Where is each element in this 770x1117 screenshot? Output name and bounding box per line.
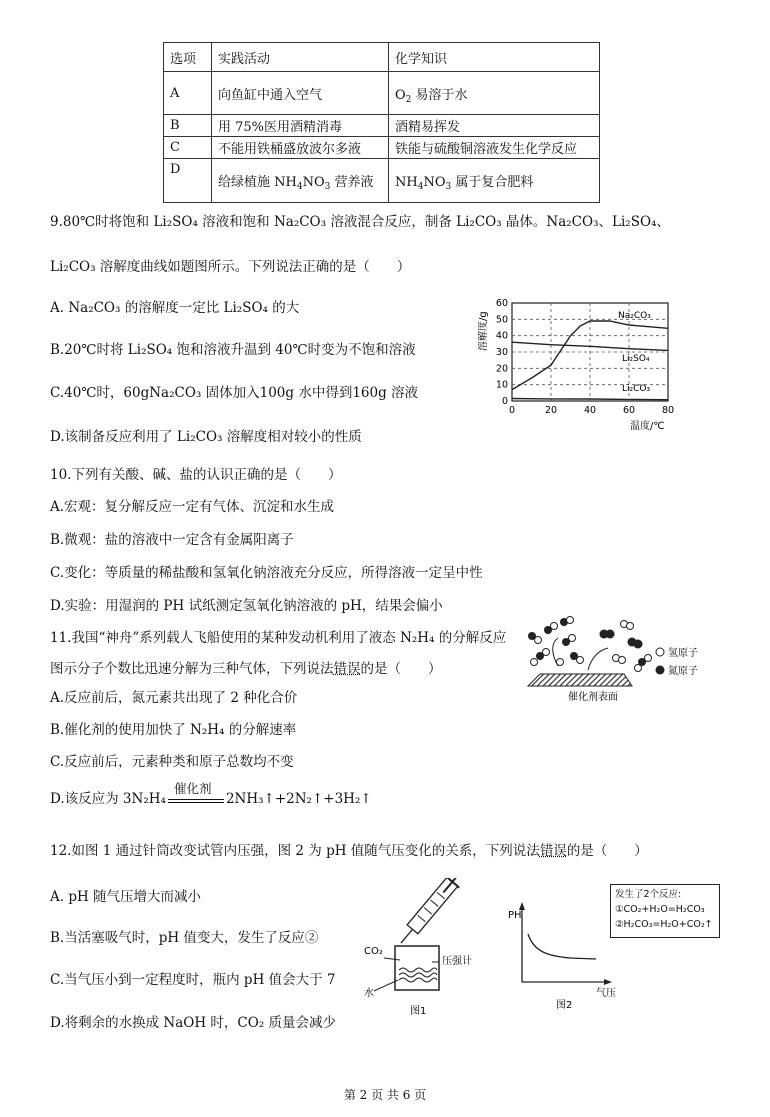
catalyst-condition: 催化剂 [173,781,212,796]
fig1-co2-label: CO₂ [364,946,383,957]
hydrogen-atom-icon [656,648,664,656]
fig1-gauge-label: 压强计 [442,956,472,967]
fig2-xlabel: 气压 [596,988,616,999]
chart-xtick: 60 [622,405,636,416]
options-table [163,42,600,203]
chart-ytick: 0 [501,396,508,407]
q9-option-c: C.40℃时，60gNa₂CO₃ 固体加入100g 水中得到160g 溶液 [50,385,419,401]
molecules-right [600,621,652,672]
chart-xtick: 80 [661,405,675,416]
table-row [164,159,600,203]
q11-stem-line1: 11.我国“神舟”系列载人飞船使用的某种发动机利用了液态 N₂H₄ 的分解反应 [50,630,507,646]
series-label-li2co3: Li₂CO₃ [622,384,651,394]
q11-option-d: D.该反应为 3N₂H₄ 催化剂 2NH₃↑+2N₂↑+3H₂↑ [50,781,372,807]
header-activity: 实践活动 [212,43,389,72]
row-knowledge: 酒精易挥发 [389,115,600,137]
curve-li2so4 [512,342,668,350]
q12-option-d: D.将剩余的水换成 NaOH 时，CO₂ 质量会减少 [50,1015,337,1031]
reaction-1: ①CO₂+H₂O=H₂CO₃ [615,904,705,915]
table-row [164,115,600,137]
q9-option-b: B.20℃时将 Li₂SO₄ 饱和溶液升温到 40℃时变为不饱和溶液 [50,342,416,358]
row-activity: 用 75%医用酒精消毒 [212,115,389,137]
page-footer: 第 2 页 共 6 页 [343,1088,427,1102]
solubility-chart [478,295,700,433]
q10-option-a: A.宏观：复分解反应一定有气体、沉淀和水生成 [50,499,335,515]
row-knowledge: $NH_4NO_3$ 属于复合肥料 [389,159,600,203]
q12-option-c: C.当气压小到一定程度时，瓶内 pH 值会大于 7 [50,972,336,988]
q9-option-d: D.该制备反应利用了 Li₂CO₃ 溶解度相对较小的性质 [50,429,362,445]
chart-ylabel: 溶解度/g [478,311,489,351]
chart-xtick: 0 [508,405,516,416]
chart-ytick: 10 [495,379,508,391]
chart-ytick: 20 [495,363,508,375]
legend-hydrogen: 氢原子 [668,648,698,659]
q12-stem: 12.如图 1 通过针筒改变试管内压强，图 2 为 pH 值随气压变化的关系，下列说法错误的是（ ） [50,843,648,859]
fig1-caption: 图1 [410,1006,427,1017]
chart-xtick: 20 [544,405,558,416]
row-option: B [164,115,212,137]
figure1-syringe-apparatus [362,878,477,1020]
q11-option-c: C.反应前后，元素种类和原子总数均不变 [50,754,294,770]
chart-ytick: 50 [495,314,508,326]
molecules-left [528,617,584,666]
ph-curve [528,934,596,959]
row-activity: 给绿植施 $NH_4NO_3$ 营养液 [212,159,389,203]
reactions-box [610,884,720,938]
nitrogen-atom-icon [656,666,665,675]
row-activity: 不能用铁桶盛放波尔多液 [212,137,389,159]
series-label-na2co3: Na₂CO₃ [618,311,651,321]
q12-option-b: B.当活塞吸气时，pH 值变大，发生了反应② [50,930,319,946]
fig2-caption: 图2 [556,1000,573,1011]
chart-ytick: 60 [495,298,508,309]
reaction-2: ②H₂CO₃=H₂O+CO₂↑ [615,919,713,930]
row-activity: 向鱼缸中通入空气 [212,72,389,115]
curve-li2co3 [512,399,668,400]
figure2-ph-pressure-graph [508,900,620,1020]
q10-stem: 10.下列有关酸、碱、盐的认识正确的是（ ） [50,467,342,483]
q11-stem-line2: 图示分子个数比迅速分解为三种气体，下列说法错误的是（ ） [50,661,442,677]
catalyst-surface-label: 催化剂表面 [568,692,618,703]
legend-nitrogen: 氮原子 [668,666,698,677]
table-header-row [164,43,600,72]
row-knowledge: $O_2$ 易溶于水 [389,72,600,115]
row-knowledge: 铁能与硫酸铜溶液发生化学反应 [389,137,600,159]
q10-option-d: D.实验：用湿润的 PH 试纸测定氢氧化钠溶液的 pH，结果会偏小 [50,598,443,614]
q11-option-b: B.催化剂的使用加快了 N₂H₄ 的分解速率 [50,722,297,738]
q9-stem-line2: Li₂CO₃ 溶解度曲线如题图所示。下列说法正确的是（ ） [50,259,411,275]
n2h4-decomposition-diagram [520,612,720,704]
q12-option-a: A. pH 随气压增大而减小 [50,889,202,905]
q9-option-a: A. Na₂CO₃ 的溶解度一定比 Li₂SO₄ 的大 [50,300,300,316]
chart-xlabel: 温度/℃ [630,421,665,432]
header-option: 选项 [164,43,212,72]
fig1-water-label: 水 [364,988,374,999]
series-label-li2so4: Li₂SO₄ [622,354,650,364]
chart-ytick: 40 [495,330,508,342]
chart-xtick: 40 [583,405,597,416]
row-option: D [164,159,212,203]
chart-ytick: 30 [495,347,508,358]
row-option: C [164,137,212,159]
reactions-title: 发生了2个反应: [615,889,682,900]
q11-option-a: A.反应前后，氮元素共出现了 2 种化合价 [50,690,298,706]
q10-option-c: C.变化：等质量的稀盐酸和氢氧化钠溶液充分反应，所得溶液一定呈中性 [50,565,483,581]
table-row [164,72,600,115]
row-option: A [164,72,212,115]
q9-stem-line1: 9.80℃时将饱和 Li₂SO₄ 溶液和饱和 Na₂CO₃ 溶液混合反应，制备 Li₂CO₃ 晶体。Na₂CO₃、Li₂SO₄、 [50,214,670,230]
catalyst-surface [528,674,632,686]
fig2-ylabel: PH [508,910,522,921]
table-row [164,137,600,159]
q10-option-b: B.微观：盐的溶液中一定含有金属阳离子 [50,532,294,548]
header-knowledge: 化学知识 [389,43,600,72]
